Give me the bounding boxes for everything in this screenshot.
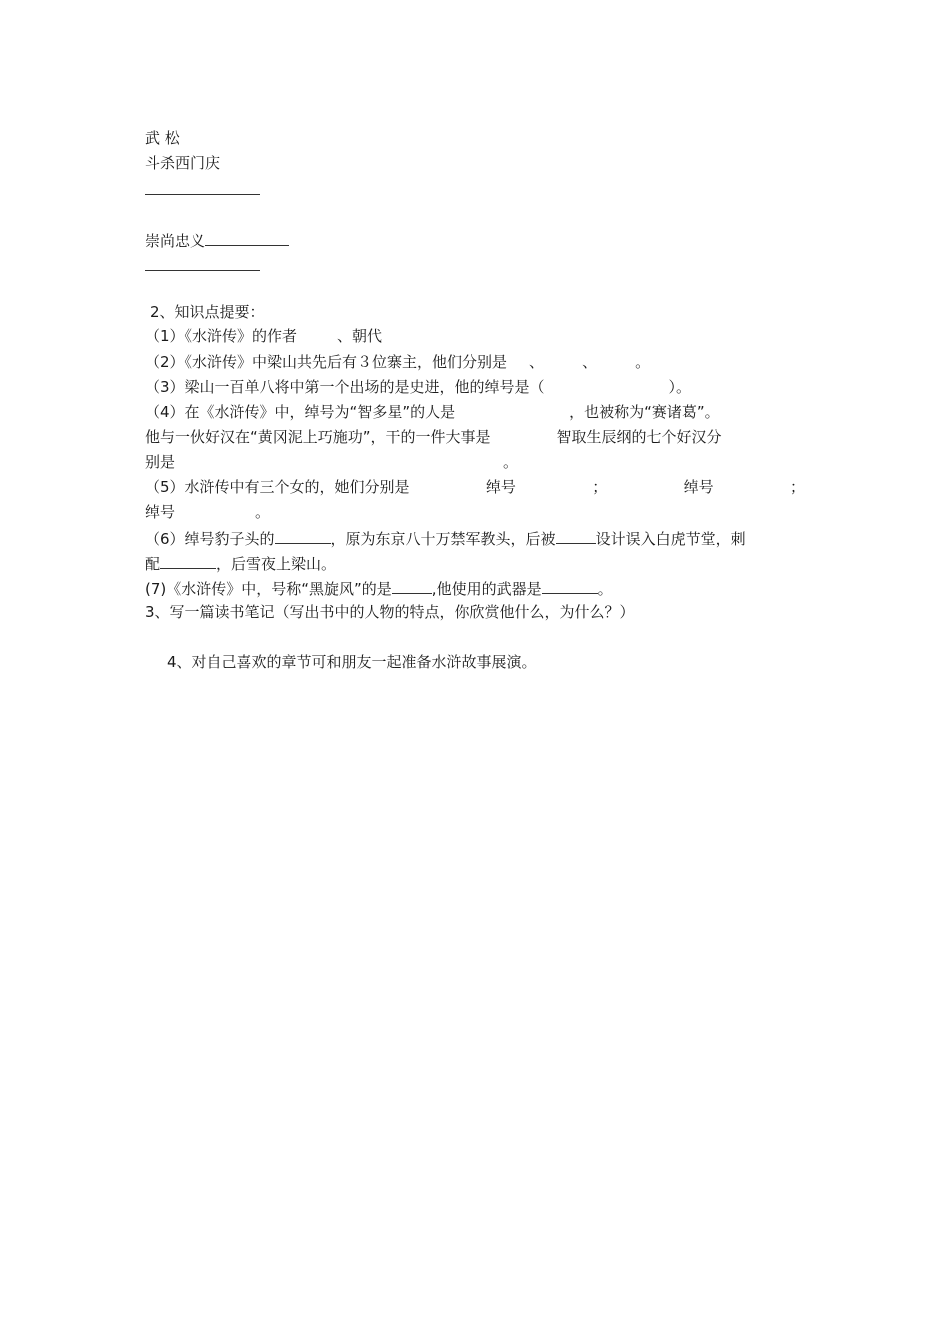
- q1: （1）《水浒传》的作者 、朝代: [145, 327, 383, 345]
- trait-blank: [205, 229, 289, 246]
- q6-line1: （6）绰号豹子头的 ，原为东京八十万禁军教头，后被 设计误入白虎节堂，刺: [145, 527, 746, 549]
- trait-row: [145, 229, 289, 251]
- section2-heading: 2、知识点提要：: [150, 303, 265, 321]
- q3: （3）梁山一百单八将中第一个出场的是史进，他的绰号是（ ）。: [145, 378, 692, 396]
- q2: （2）《水浒传》中梁山共先后有３位寨主，他们分别是 、 、 。: [145, 353, 651, 371]
- character-name: 武 松: [145, 129, 180, 147]
- section3: 3、写一篇读书笔记（写出书中的人物的特点，你欣赏他什么，为什么？）: [145, 603, 635, 621]
- trait-label: 崇尚忠义: [145, 232, 206, 250]
- q4-line3: 别是 。: [145, 453, 519, 471]
- q4-line2: 他与一伙好汉在“黄冈泥上巧施功”，干的一件大事是 智取生辰纲的七个好汉分: [145, 428, 722, 446]
- q6-line2: 配 ，后雪夜上梁山。: [145, 552, 336, 574]
- blank-line: [145, 194, 260, 195]
- blank-line: [145, 270, 260, 271]
- section4: 4、对自己喜欢的章节可和朋友一起准备水浒故事展演。: [167, 653, 537, 671]
- q5-line1: （5）水浒传中有三个女的，她们分别是 绰号 ； 绰号 ；: [145, 478, 805, 496]
- q4-line1: （4）在《水浒传》中，绰号为“智多星”的人是 ，也被称为“赛诸葛”。: [145, 403, 720, 421]
- q7: (7)《水浒传》中，号称“黑旋风”的是 ,他使用的武器是 。: [145, 577, 613, 599]
- character-event: 斗杀西门庆: [145, 154, 221, 172]
- q5-line2: 绰号 。: [145, 503, 271, 521]
